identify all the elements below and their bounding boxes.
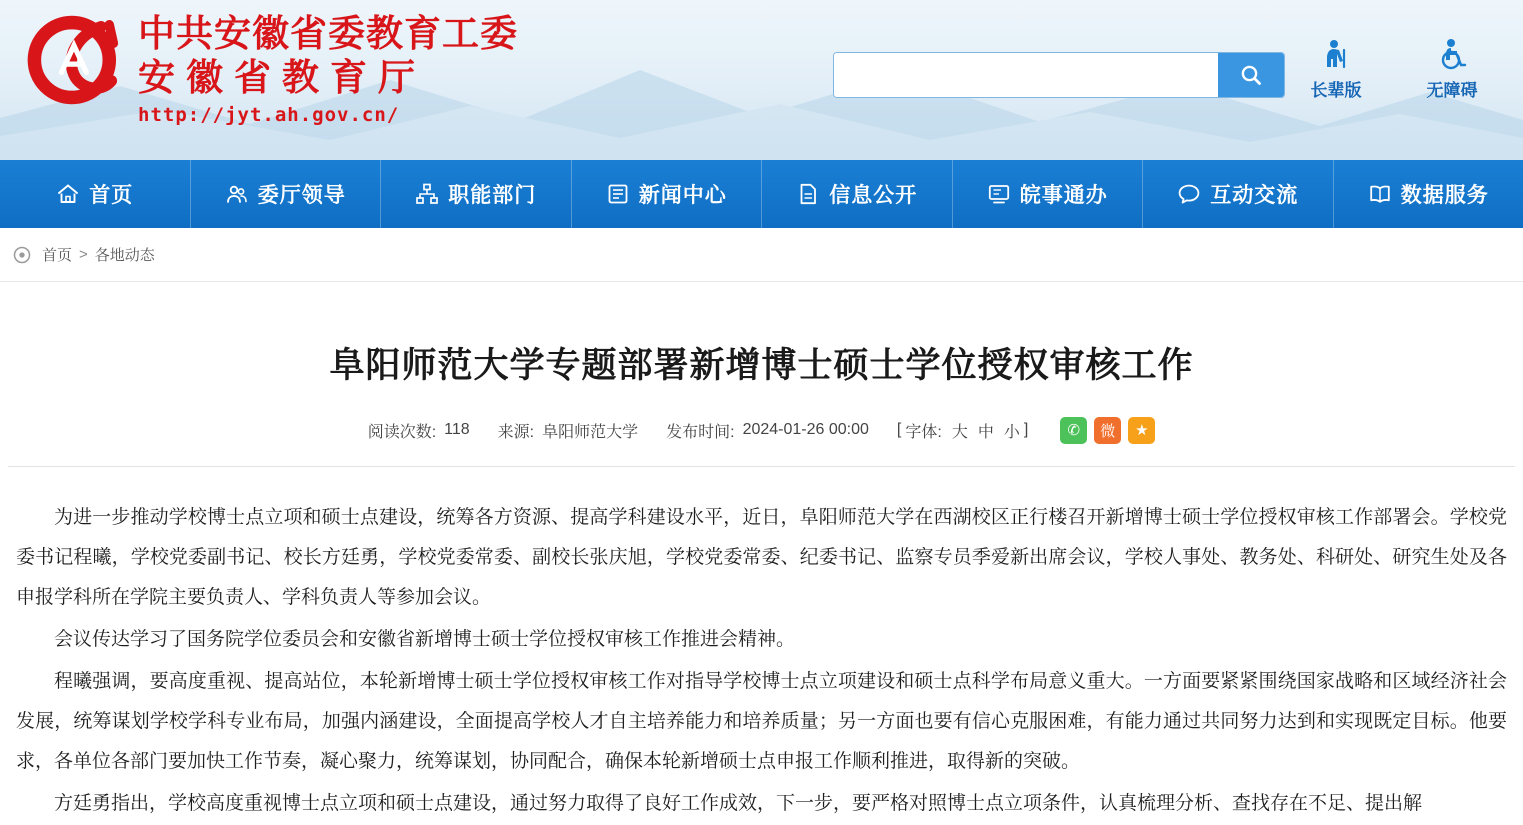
search-button[interactable]: [1218, 53, 1284, 97]
search-input[interactable]: [834, 53, 1218, 97]
views-value: 118: [444, 421, 470, 439]
favorite-share-icon[interactable]: ★: [1128, 417, 1155, 444]
document-list-icon: [796, 182, 820, 206]
wheelchair-accessibility-icon: [1411, 38, 1493, 72]
site-header: [0, 0, 1523, 160]
accessibility-label: 无障碍: [1427, 81, 1478, 101]
elderly-version-label: 长辈版: [1311, 81, 1362, 101]
main-navigation: [0, 160, 1523, 228]
leaders-icon: [225, 182, 249, 206]
nav-label: 委厅领导: [258, 179, 346, 209]
nav-label: 首页: [89, 179, 133, 209]
news-icon: [606, 182, 630, 206]
home-icon: [56, 182, 80, 206]
location-pin-icon: [12, 245, 32, 265]
font-size-medium-button[interactable]: 中: [978, 419, 994, 442]
logo-url: http://jyt.ah.gov.cn/: [138, 104, 518, 126]
publish-label: 发布时间:: [666, 419, 734, 442]
logo-line-1: 中共安徽省委教育工委: [138, 12, 518, 56]
font-size-small-button[interactable]: 小: [1004, 419, 1020, 442]
publish-value: 2024-01-26 00:00: [743, 421, 869, 439]
article-paragraph: 方廷勇指出，学校高度重视博士点立项和硕士点建设，通过努力取得了良好工作成效，下一步，要严格对照博士点立项条件，认真梳理分析、查找存在不足、提出解: [16, 783, 1507, 823]
article-paragraph: 会议传达学习了国务院学位委员会和安徽省新增博士硕士学位授权审核工作推进会精神。: [16, 619, 1507, 659]
accessibility-shortcuts: [1295, 38, 1493, 101]
views-label: 阅读次数:: [368, 419, 436, 442]
breadcrumb: [0, 228, 1523, 282]
weibo-share-icon[interactable]: 微: [1094, 417, 1121, 444]
source-label: 来源:: [498, 419, 534, 442]
nav-label: 互动交流: [1210, 179, 1298, 209]
nav-item-home[interactable]: [0, 160, 191, 228]
bracket-close: ]: [1024, 421, 1028, 439]
font-size-controls: [897, 419, 1028, 442]
chat-bubble-icon: [1177, 182, 1201, 206]
ah-education-emblem-icon: [24, 8, 128, 112]
nav-item-information-disclosure[interactable]: [762, 160, 953, 228]
elderly-person-icon: [1295, 38, 1377, 72]
nav-label: 信息公开: [829, 179, 917, 209]
article-paragraph: 为进一步推动学校博士点立项和硕士点建设，统筹各方资源、提高学科建设水平，近日，阜阳师范大学在西湖校区正行楼召开新增博士硕士学位授权审核工作部署会。学校党委书记程曦，学校党委副书记、校长方廷勇，学校党委常委、副校长张庆旭，学校党委常委、纪委书记、监察专员季爱新出席会议，学校人事处、教务处、科研处、研究生处及各申报学科所在学院主要负责人、学科负责人等参加会议。: [16, 497, 1507, 617]
article-meta: [8, 417, 1515, 467]
breadcrumb-separator: >: [79, 246, 88, 263]
nav-item-leaders[interactable]: [191, 160, 382, 228]
nav-item-wanshitongban[interactable]: [953, 160, 1144, 228]
font-size-label: 字体:: [905, 419, 941, 442]
search-icon: [1239, 63, 1263, 87]
elderly-version-button[interactable]: [1295, 38, 1377, 101]
open-book-icon: [1368, 182, 1392, 206]
nav-item-news[interactable]: [572, 160, 763, 228]
accessibility-button[interactable]: [1411, 38, 1493, 101]
nav-label: 数据服务: [1401, 179, 1489, 209]
nav-item-departments[interactable]: [381, 160, 572, 228]
logo-line-2: 安徽省教育厅: [138, 56, 518, 100]
nav-item-data-service[interactable]: [1334, 160, 1523, 228]
font-size-large-button[interactable]: 大: [952, 419, 968, 442]
wechat-share-icon[interactable]: ✆: [1060, 417, 1087, 444]
bracket-open: [: [897, 421, 901, 439]
org-chart-icon: [415, 182, 439, 206]
service-window-icon: [987, 182, 1011, 206]
site-logo[interactable]: [24, 8, 518, 126]
article-container: [0, 305, 1523, 822]
nav-label: 新闻中心: [639, 179, 727, 209]
breadcrumb-home-link[interactable]: 首页: [42, 244, 72, 265]
nav-label: 皖事通办: [1020, 179, 1108, 209]
share-buttons: [1060, 417, 1155, 444]
nav-item-interaction[interactable]: [1143, 160, 1334, 228]
search-box[interactable]: [833, 52, 1285, 98]
page-title: 阜阳师范大学专题部署新增博士硕士学位授权审核工作: [8, 305, 1515, 390]
article-body: [8, 467, 1515, 823]
source-value: 阜阳师范大学: [542, 419, 638, 442]
breadcrumb-current[interactable]: 各地动态: [95, 244, 155, 265]
article-paragraph: 程曦强调，要高度重视、提高站位，本轮新增博士硕士学位授权审核工作对指导学校博士点立项建设和硕士点科学布局意义重大。一方面要紧紧围绕国家战略和区域经济社会发展，统筹谋划学校学科专业布局，加强内涵建设，全面提高学校人才自主培养能力和培养质量；另一方面也要有信心克服困难，有能力通过共同努力达到和实现既定目标。他要求，各单位各部门要加快工作节奏，凝心聚力，统筹谋划，协同配合，确保本轮新增硕士点申报工作顺利推进，取得新的突破。: [16, 661, 1507, 781]
nav-label: 职能部门: [448, 179, 536, 209]
